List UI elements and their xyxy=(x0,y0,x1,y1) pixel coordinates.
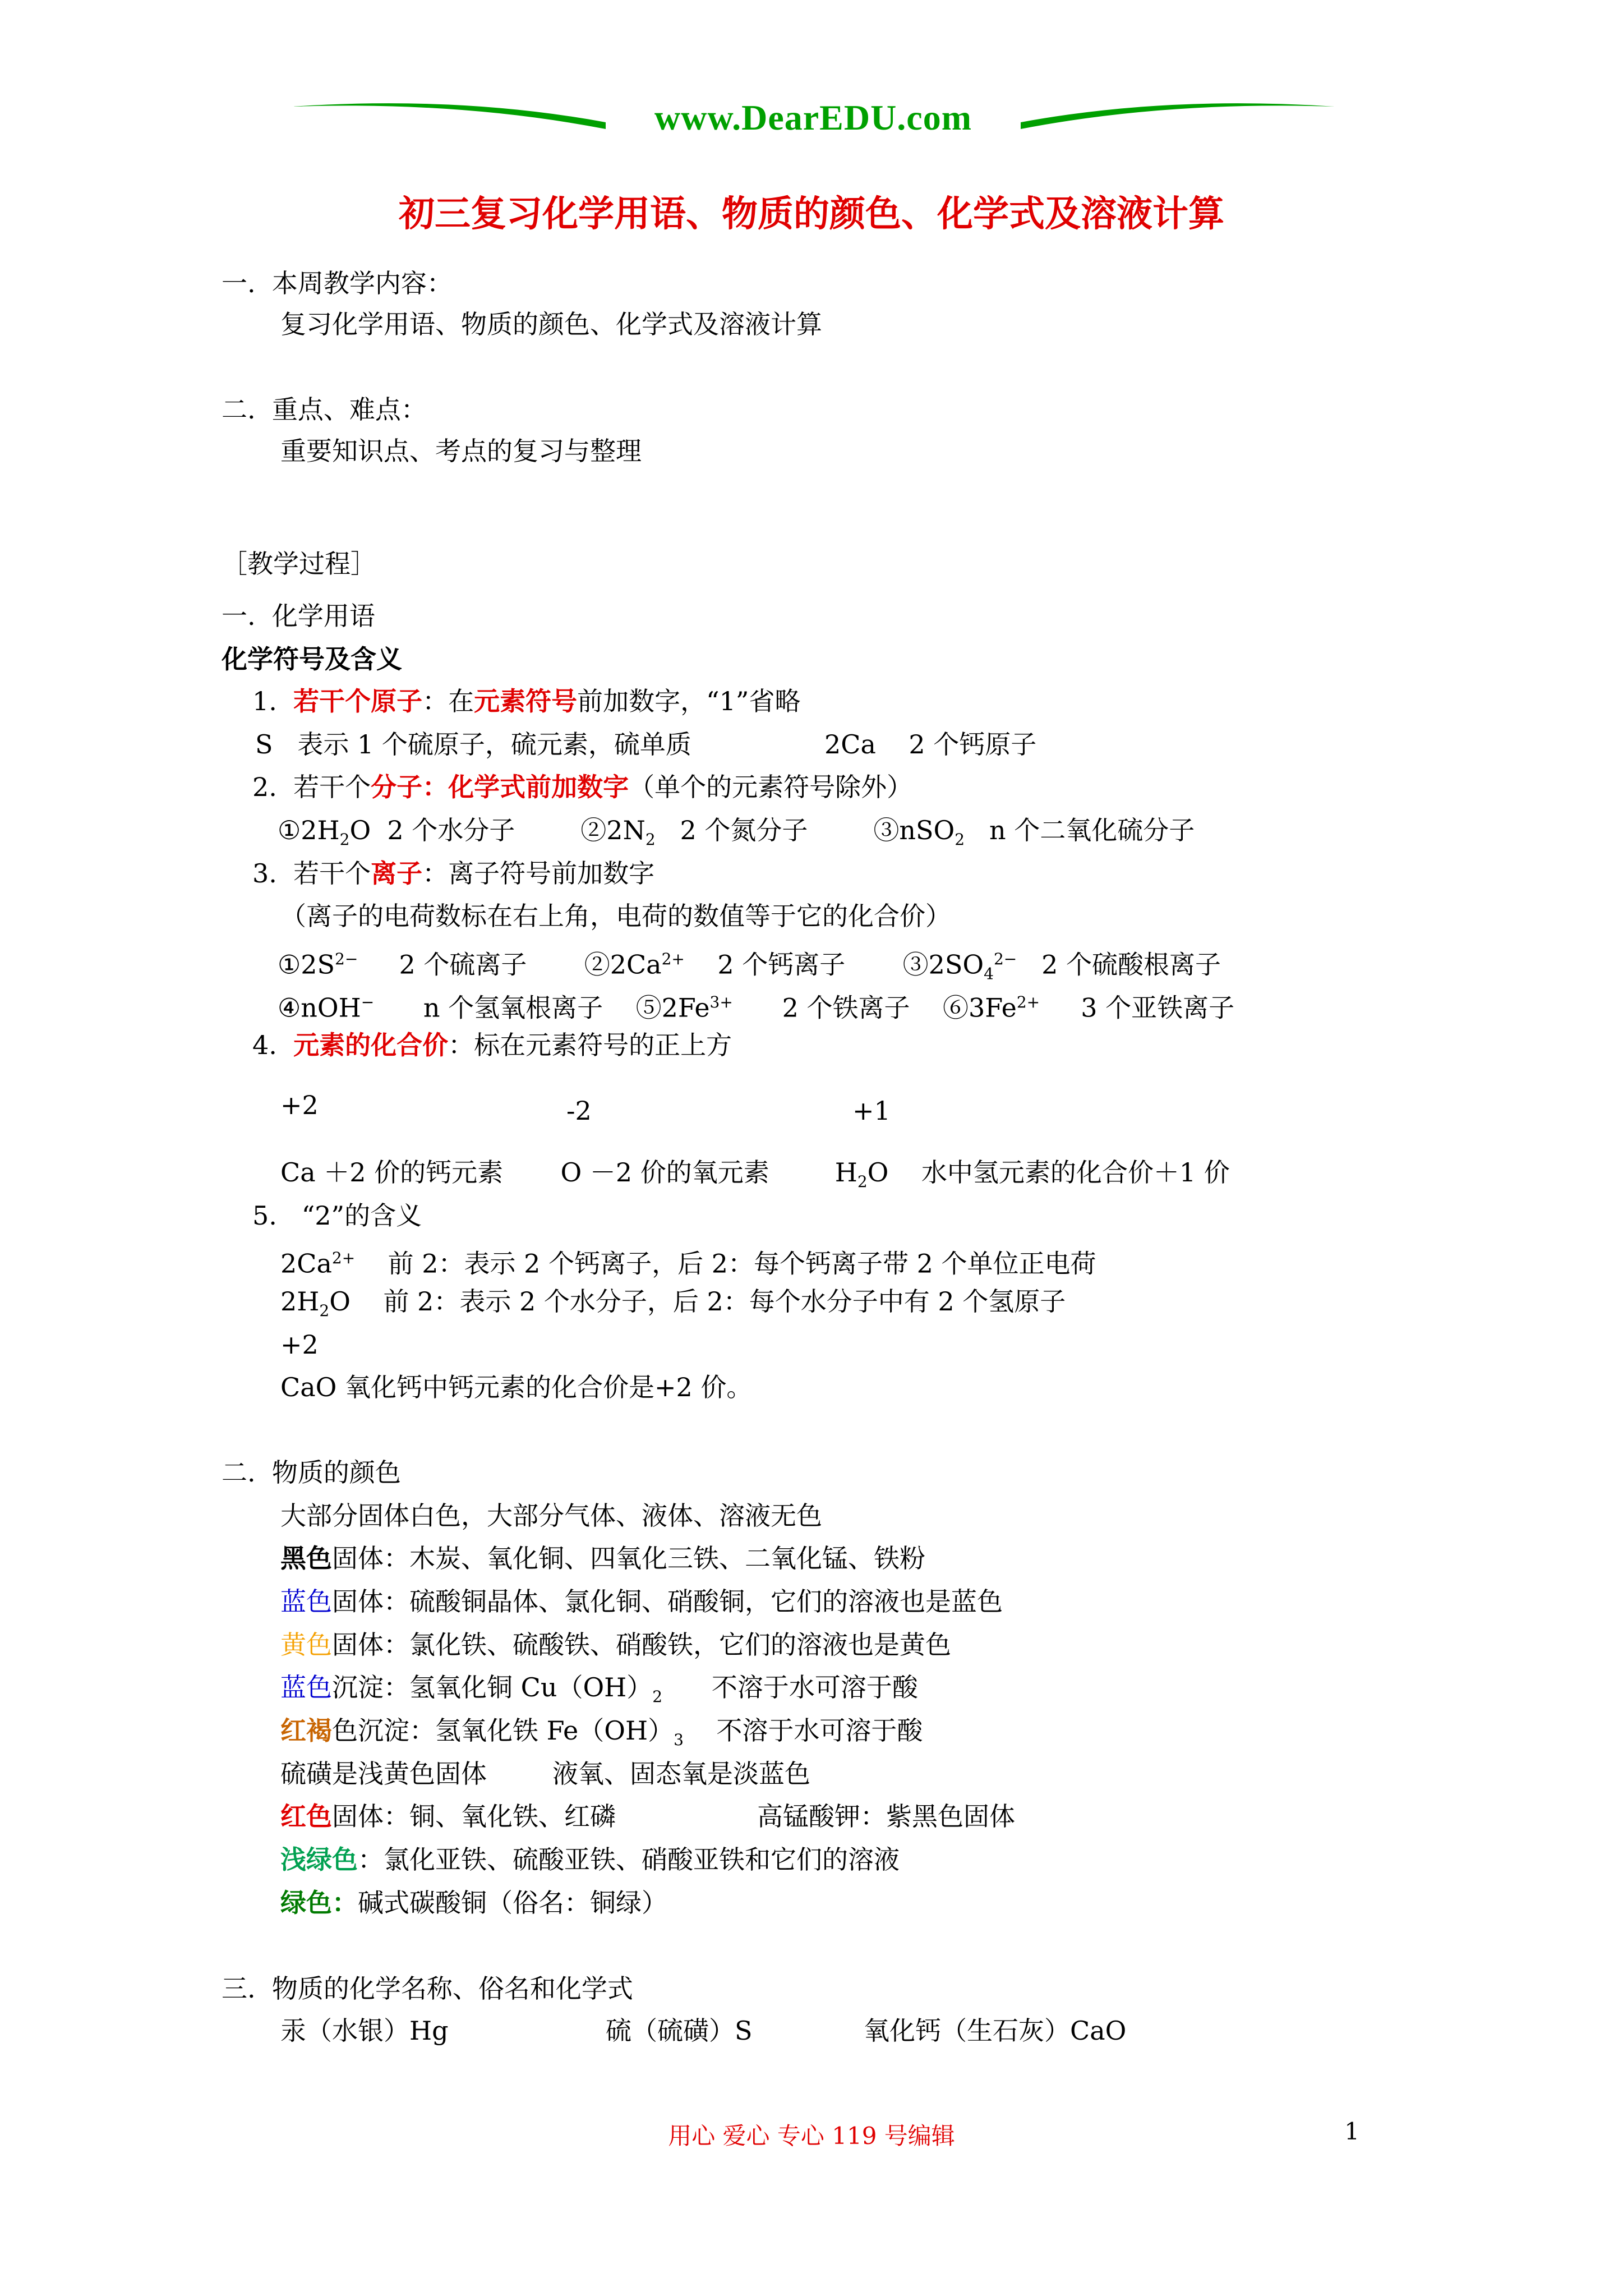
color-desc: ：氯化亚铁、硫酸亚铁、硝酸亚铁和它们的溶液 xyxy=(358,1844,900,1875)
footer-text: 用心 爱心 专心 119 号编辑 xyxy=(668,2122,955,2150)
item-text: 若干个 xyxy=(293,772,371,802)
p2-head: 物质的颜色 xyxy=(271,1457,401,1488)
color-desc: 硫磺是浅黄色固体 xyxy=(280,1759,487,1789)
s1-heading xyxy=(222,266,453,300)
p1-heading xyxy=(222,599,375,633)
color-keyword: 黑色 xyxy=(280,1543,332,1573)
superscript: 2− xyxy=(993,950,1017,968)
color-desc: 固体：氯化铁、硫酸铁、硝酸铁，它们的溶液也是黄色 xyxy=(332,1630,951,1660)
item-1-example-s xyxy=(255,728,691,761)
item-2-examples xyxy=(278,813,1195,857)
color-desc: 沉淀：氢氧化铜 Cu（OH） xyxy=(332,1672,653,1703)
color-keyword: 浅绿色 xyxy=(280,1844,358,1875)
superscript: 2+ xyxy=(331,1249,356,1267)
page-number: 1 xyxy=(1344,2118,1359,2145)
valence-formula: H xyxy=(834,1157,857,1188)
example-formula: ③nSO xyxy=(873,815,955,845)
item-text: 若干个 xyxy=(293,858,371,889)
color-keyword: 蓝色 xyxy=(280,1672,332,1703)
item-1-example-ca xyxy=(824,728,1036,761)
p3-head: 物质的化学名称、俗名和化学式 xyxy=(271,1973,633,2004)
s2-heading xyxy=(222,393,427,426)
valence-h: +1 xyxy=(852,1096,891,1126)
item-text: “2”的含义 xyxy=(301,1200,422,1231)
subscript: 2 xyxy=(339,830,350,849)
subscript: 3 xyxy=(674,1731,684,1750)
valence-desc: Ca ＋2 价的钙元素 xyxy=(280,1157,504,1188)
item-keyword: 分子：化学式前加数字 xyxy=(371,772,629,802)
p1-num: 一. xyxy=(222,601,256,631)
example-formula: ①2H xyxy=(278,815,340,845)
subscript: 2 xyxy=(955,830,965,849)
s2-head: 重点、难点： xyxy=(271,394,427,425)
example-desc: 表示 1 个硫原子，硫元素，硫单质 xyxy=(297,729,691,760)
example-desc: 前 2：表示 2 个水分子，后 2：每个水分子中有 2 个氢原子 xyxy=(383,1286,1066,1317)
valence-line xyxy=(280,1156,1230,1199)
example-desc: 2 个硫酸根离子 xyxy=(1041,949,1221,980)
subscript: 2 xyxy=(652,1687,663,1706)
subscript: 2 xyxy=(857,1172,868,1191)
color-desc: 固体：铜、氧化铁、红磷 xyxy=(332,1801,616,1832)
p3-num: 三. xyxy=(222,1973,256,2004)
item-3-note: （离子的电荷数标在右上角，电荷的数值等于它的化合价） xyxy=(280,901,951,931)
example-desc: 2 个硫离子 xyxy=(399,949,527,980)
color-line-green xyxy=(280,1886,667,1920)
example-formula: 2Ca xyxy=(280,1248,332,1279)
process-heading: ［教学过程］ xyxy=(222,549,376,579)
item-5-row-3: CaO 氧化钙中钙元素的化合价是+2 价。 xyxy=(280,1372,753,1402)
superscript: 2+ xyxy=(661,950,685,968)
example-formula: ③2SO xyxy=(902,949,984,980)
p3-example-cao: 氧化钙（生石灰）CaO xyxy=(864,2016,1127,2046)
superscript: − xyxy=(361,993,375,1011)
item-text: ：离子符号前加数字 xyxy=(422,858,655,889)
color-keyword: 绿色： xyxy=(280,1888,358,1918)
example-formula: ⑤2Fe xyxy=(635,992,710,1023)
item-5-row-2 xyxy=(280,1285,1066,1328)
item-num: 2. xyxy=(252,772,277,802)
p2-num: 二. xyxy=(222,1457,256,1488)
item-num: 3. xyxy=(252,858,277,889)
color-keyword: 红色 xyxy=(280,1801,332,1832)
s1-body: 复习化学用语、物质的颜色、化学式及溶液计算 xyxy=(280,309,822,339)
color-line-blue-ppt xyxy=(280,1671,918,1714)
superscript: 3+ xyxy=(709,993,733,1011)
s2-body: 重要知识点、考点的复习与整理 xyxy=(280,436,642,466)
item-keyword: 元素符号 xyxy=(474,686,578,716)
item-keyword: 若干个原子 xyxy=(293,686,423,716)
example-desc: 前 2：表示 2 个钙离子，后 2：每个钙离子带 2 个单位正电荷 xyxy=(388,1248,1096,1279)
color-line-red xyxy=(280,1800,616,1833)
color-desc: 碱式碳酸铜（俗名：铜绿） xyxy=(358,1888,667,1918)
example-formula: S xyxy=(255,729,273,760)
color-keyword: 黄色 xyxy=(280,1630,332,1660)
item-4 xyxy=(252,1028,732,1062)
example-formula: O xyxy=(329,1286,351,1317)
example-formula: ②2N xyxy=(580,815,645,845)
color-desc: 不溶于水可溶于酸 xyxy=(716,1715,923,1746)
color-line-kmno4: 高锰酸钾：紫黑色固体 xyxy=(757,1801,1015,1832)
item-text: ：标在元素符号的正上方 xyxy=(448,1030,732,1060)
item-5 xyxy=(252,1199,422,1232)
valence-desc: 水中氢元素的化合价＋1 价 xyxy=(921,1157,1230,1188)
color-line-brown xyxy=(280,1714,923,1757)
page-title: 初三复习化学用语、物质的颜色、化学式及溶液计算 xyxy=(399,193,1224,235)
color-desc: 不溶于水可溶于酸 xyxy=(711,1672,918,1703)
item-text: ：在 xyxy=(422,686,474,716)
example-formula: 2Ca xyxy=(824,729,876,760)
header-logo xyxy=(292,95,1335,140)
item-2 xyxy=(252,770,912,804)
item-keyword: 离子 xyxy=(371,858,423,889)
color-line-yellow xyxy=(280,1628,951,1662)
logo-text: www.DearEDU.com xyxy=(654,98,972,137)
item-keyword: 元素的化合价 xyxy=(293,1030,449,1060)
valence-desc: O －2 价的氧元素 xyxy=(560,1157,769,1188)
color-desc: 色沉淀：氢氧化铁 Fe（OH） xyxy=(332,1715,674,1746)
p3-example-s: 硫（硫磺）S xyxy=(606,2016,753,2046)
example-desc: 2 个铁离子 xyxy=(782,992,910,1023)
item-num: 4. xyxy=(252,1030,277,1060)
item-3 xyxy=(252,857,654,890)
color-desc: 固体：木炭、氧化铜、四氧化三铁、二氧化锰、铁粉 xyxy=(332,1543,925,1573)
p3-heading xyxy=(222,1972,633,2005)
color-line-black xyxy=(280,1542,925,1575)
item-text: 前加数字，“1”省略 xyxy=(577,686,801,716)
subscript: 2 xyxy=(319,1301,330,1320)
item-1 xyxy=(252,684,800,718)
s1-num: 一. xyxy=(222,268,256,298)
example-desc: n 个二氧化硫分子 xyxy=(989,815,1195,845)
example-formula: ④nOH xyxy=(278,992,361,1023)
valence-formula: O xyxy=(867,1157,889,1188)
color-keyword: 蓝色 xyxy=(280,1586,332,1617)
example-desc: 2 个钙原子 xyxy=(909,729,1037,760)
example-formula: O xyxy=(349,815,371,845)
p3-example-hg: 汞（水银）Hg xyxy=(280,2016,449,2046)
example-desc: n 个氢氧根离子 xyxy=(423,992,603,1023)
item-5-row-1 xyxy=(280,1241,1096,1280)
item-num: 5. xyxy=(252,1200,277,1231)
example-formula: ②2Ca xyxy=(584,949,662,980)
example-desc: 2 个钙离子 xyxy=(717,949,846,980)
item-3-examples-1 xyxy=(278,942,1221,991)
item-num: 1. xyxy=(252,686,277,716)
example-desc: 3 个亚铁离子 xyxy=(1081,992,1235,1023)
subscript: 4 xyxy=(984,964,994,983)
item-5-valence: +2 xyxy=(280,1329,319,1360)
color-line-lightgreen xyxy=(280,1843,900,1876)
example-formula: ①2S xyxy=(278,949,335,980)
color-line-0: 大部分固体白色，大部分气体、液体、溶液无色 xyxy=(280,1501,822,1531)
valence-ca: +2 xyxy=(280,1090,319,1120)
subscript: 2 xyxy=(645,830,656,849)
color-line-blue xyxy=(280,1585,1003,1618)
superscript: 2− xyxy=(335,950,358,968)
example-desc: 2 个水分子 xyxy=(387,815,515,845)
s1-head: 本周教学内容： xyxy=(271,268,453,298)
color-desc: 液氧、固态氧是淡蓝色 xyxy=(552,1759,810,1789)
item-3-examples-2 xyxy=(278,986,1234,1024)
color-keyword: 红褐 xyxy=(280,1715,332,1746)
example-desc: 2 个氮分子 xyxy=(680,815,808,845)
s2-num: 二. xyxy=(222,394,256,425)
item-text: （单个的元素符号除外） xyxy=(629,772,913,802)
valence-o: -2 xyxy=(566,1096,592,1126)
example-formula: ⑥3Fe xyxy=(942,992,1017,1023)
example-formula: 2H xyxy=(280,1286,320,1317)
p1-head: 化学用语 xyxy=(271,601,375,631)
superscript: 2+ xyxy=(1016,993,1040,1011)
color-desc: 固体：硫酸铜晶体、氯化铜、硝酸铜，它们的溶液也是蓝色 xyxy=(332,1586,1003,1617)
subheading: 化学符号及含义 xyxy=(222,644,402,674)
p2-heading xyxy=(222,1456,401,1489)
color-line-sulfur xyxy=(280,1757,810,1791)
